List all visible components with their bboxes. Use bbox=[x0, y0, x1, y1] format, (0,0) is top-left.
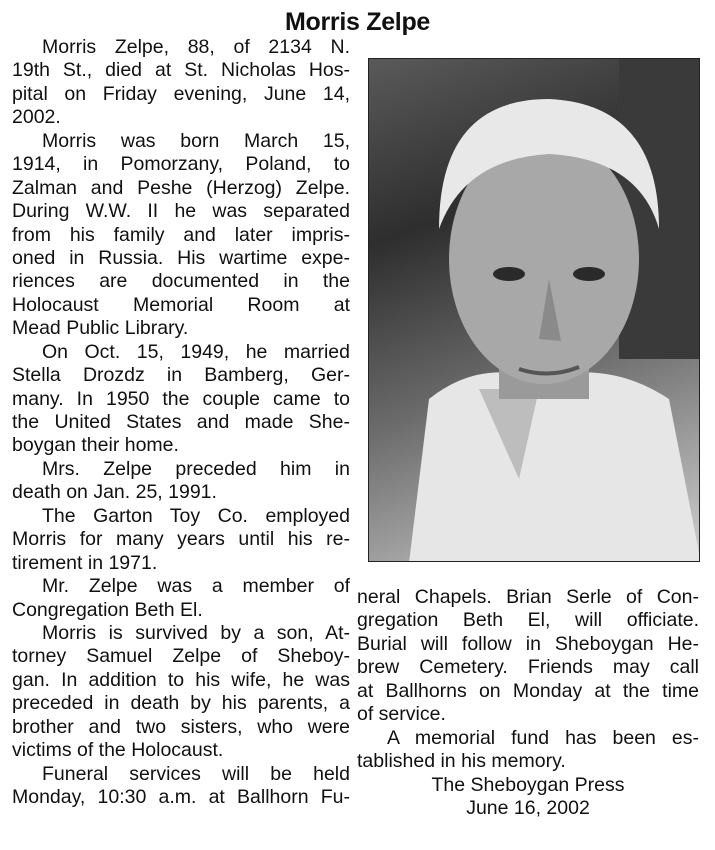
text-line: at Ballhorns on Monday at the time bbox=[357, 679, 699, 702]
text-line: pital on Friday evening, June 14, bbox=[12, 82, 350, 105]
text-line: boygan their home. bbox=[12, 434, 179, 457]
text-line: On Oct. 15, 1949, he married bbox=[42, 340, 350, 363]
text-line: Mead Public Library. bbox=[12, 317, 189, 340]
left-column-text bbox=[12, 36, 350, 809]
text-line: torney Samuel Zelpe of Sheboy- bbox=[12, 645, 350, 668]
text-line: from his family and later impris- bbox=[12, 223, 350, 246]
text-line: 2002. bbox=[12, 106, 61, 129]
portrait-image bbox=[369, 59, 700, 562]
text-line: riences are documented in the bbox=[12, 270, 350, 293]
text-line: oned in Russia. His wartime expe- bbox=[12, 246, 350, 269]
text-line: Stella Drozdz in Bamberg, Ger- bbox=[12, 364, 350, 387]
right-column-text bbox=[357, 586, 699, 820]
text-line: Monday, 10:30 a.m. at Ballhorn Fu- bbox=[12, 786, 350, 808]
obituary-title: Morris Zelpe bbox=[284, 8, 431, 36]
text-line: tablished in his memory. bbox=[357, 750, 566, 773]
text-line: The Garton Toy Co. employed bbox=[42, 504, 350, 527]
text-line: tirement in 1971. bbox=[12, 551, 158, 574]
text-line: Morris for many years until his re- bbox=[12, 528, 350, 551]
text-line: During W.W. II he was separated bbox=[12, 200, 350, 223]
text-line: Holocaust Memorial Room at bbox=[12, 293, 350, 316]
text-line: Burial will follow in Sheboygan He- bbox=[357, 632, 699, 655]
text-line: victims of the Holocaust. bbox=[12, 739, 224, 762]
publication-credit-line: June 16, 2002 bbox=[466, 796, 590, 819]
text-line: Congregation Beth El. bbox=[12, 598, 203, 621]
text-line: Morris was born March 15, bbox=[42, 129, 350, 152]
text-line: of service. bbox=[357, 703, 446, 726]
text-line: Mrs. Zelpe preceded him in bbox=[42, 457, 350, 480]
text-line: Morris Zelpe, 88, of 2134 N. bbox=[42, 36, 350, 58]
text-line: Zalman and Peshe (Herzog) Zelpe. bbox=[12, 176, 350, 199]
text-line: Mr. Zelpe was a member of bbox=[42, 575, 350, 598]
text-line: preceded in death by his parents, a bbox=[12, 692, 350, 715]
text-line: 1914, in Pomorzany, Poland, to bbox=[12, 153, 350, 176]
text-line: the United States and made She- bbox=[12, 411, 350, 433]
text-line: Funeral services will be held bbox=[42, 762, 350, 785]
text-line: gan. In addition to his wife, he was bbox=[12, 668, 350, 691]
text-line: death on Jan. 25, 1991. bbox=[12, 481, 217, 504]
text-line: A memorial fund has been es- bbox=[387, 726, 699, 749]
text-line: brother and two sisters, who were bbox=[12, 715, 350, 738]
text-line: neral Chapels. Brian Serle of Con- bbox=[357, 586, 699, 608]
portrait-photo bbox=[368, 58, 700, 562]
text-line: many. In 1950 the couple came to bbox=[12, 387, 350, 410]
text-line: gregation Beth El, will officiate. bbox=[357, 609, 699, 632]
text-line: Morris is survived by a son, At- bbox=[42, 621, 350, 644]
text-line: brew Cemetery. Friends may call bbox=[357, 656, 699, 679]
text-line: 19th St., died at St. Nicholas Hos- bbox=[12, 59, 350, 82]
publication-credit-line: The Sheboygan Press bbox=[431, 773, 625, 796]
